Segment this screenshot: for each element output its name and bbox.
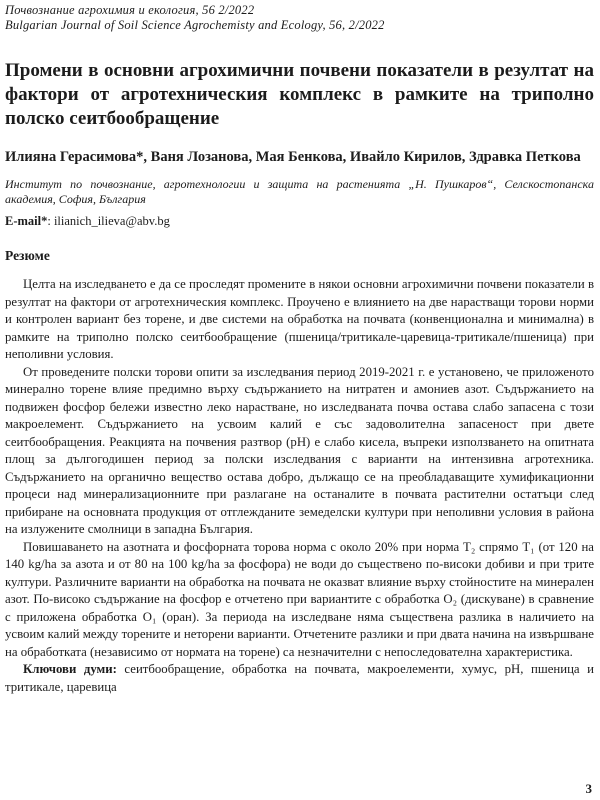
keywords-label: Ключови думи:: [23, 662, 117, 676]
email-label: E-mail*: [5, 214, 48, 228]
page-number: 3: [585, 781, 592, 796]
email-address: : ilianich_ilieva@abv.bg: [47, 214, 170, 228]
authors-line: Илияна Герасимова*, Ваня Лозанова, Мая Бенкова, Ивайло Кирилов, Здравка Петкова: [5, 149, 581, 165]
abstract-section: [5, 247, 594, 696]
abstract-heading: Резюме: [5, 248, 50, 263]
journal-header: [5, 3, 594, 32]
keywords-line: [5, 661, 594, 696]
article-title: Промени в основни агрохимични почвени показатели в резултат на фактори от агротехническия комплекс в рамките на триполно полско сеитбообращение: [5, 60, 594, 129]
abstract-paragraph-2: От проведените полски торови опити за изследвания период 2019-2021 г. е установено, че приложеното минерално торене влияе предимно върху съдържанието на нитратен и амониев азот. Съдържанието на подвижен фосфор бележи известно леко нарастване, но изследваната почва остава слабо запасена с този макроелемент. Съдържанието на усвоим калий е със задоволителна запасеност при двете сеитбообращения. Реакцията на почвения разтвор (pH) е слабо кисела, въпреки използването на опитната площ за дългогодишен период за полски изследвания с варианти на интензивна агротехника. Съдържанието на органично вещество остава добро, дължащо се на преобладаващите хумификационни процеси над минерализационните при разлагане на останалите в почвата растителни остатъци след прибиране на основната продукция от отглежданите земеделски култури при неполивни условия в района на излужените смолници в западна България.: [5, 364, 594, 536]
abstract-paragraph-3: Повишаването на азотната и фосфорната торова норма с около 20% при норма Т₂ спрямо Т₁ (от 120 на 140 kg/ha за азота и от 80 на 100 kg/ha за фосфора) не води до съществено по-високи добиви и при трите култури. Различните варианти на обработка на почвата не оказват влияние върху стойностите на минерален азот. По-високо съдържание на фосфор е отчетено при вариантите с обработка О₂ (дискуване) в сравнение с приложена обработка О₁ (оран). За периода на изследване няма съществена разлика в наличието на усвоим калий между торените и неторени варианти. Отчетените разлики и при двата начина на извършване на обработката (независимо от нормата на торене) са незначителни с непоследователна характеристика.: [5, 539, 594, 659]
keywords-text: сеитбообращение, обработка на почвата, макроелементи, хумус, pH, пшеница и тритикале, царевица: [5, 662, 594, 694]
abstract-paragraph-1: Целта на изследването е да се проследят промените в някои основни агрохимични почвени показатели в резултат на фактори от агротехническия комплекс. Проучено е влиянието на две нарастващи торови норми и контролен вариант без торене, и две системи на обработка на почвата (конвенционална и минимална) в рамките на триполно полско сеитбообращение (пшеница/тритикале-царевица-тритикале/пшеница) при неполивни условия.: [5, 277, 594, 361]
journal-title-english: Bulgarian Journal of Soil Science Agrochemisty and Ecology, 56, 2/2022: [5, 17, 385, 32]
email-line: [5, 213, 594, 229]
affiliation-line: Институт по почвознание, агротехнологии и защита на растенията „Н. Пушкаров“, Селскостопанска академия, София, България: [5, 177, 594, 206]
journal-title-bulgarian: Почвознание агрохимия и екология, 56 2/2022: [5, 3, 255, 17]
